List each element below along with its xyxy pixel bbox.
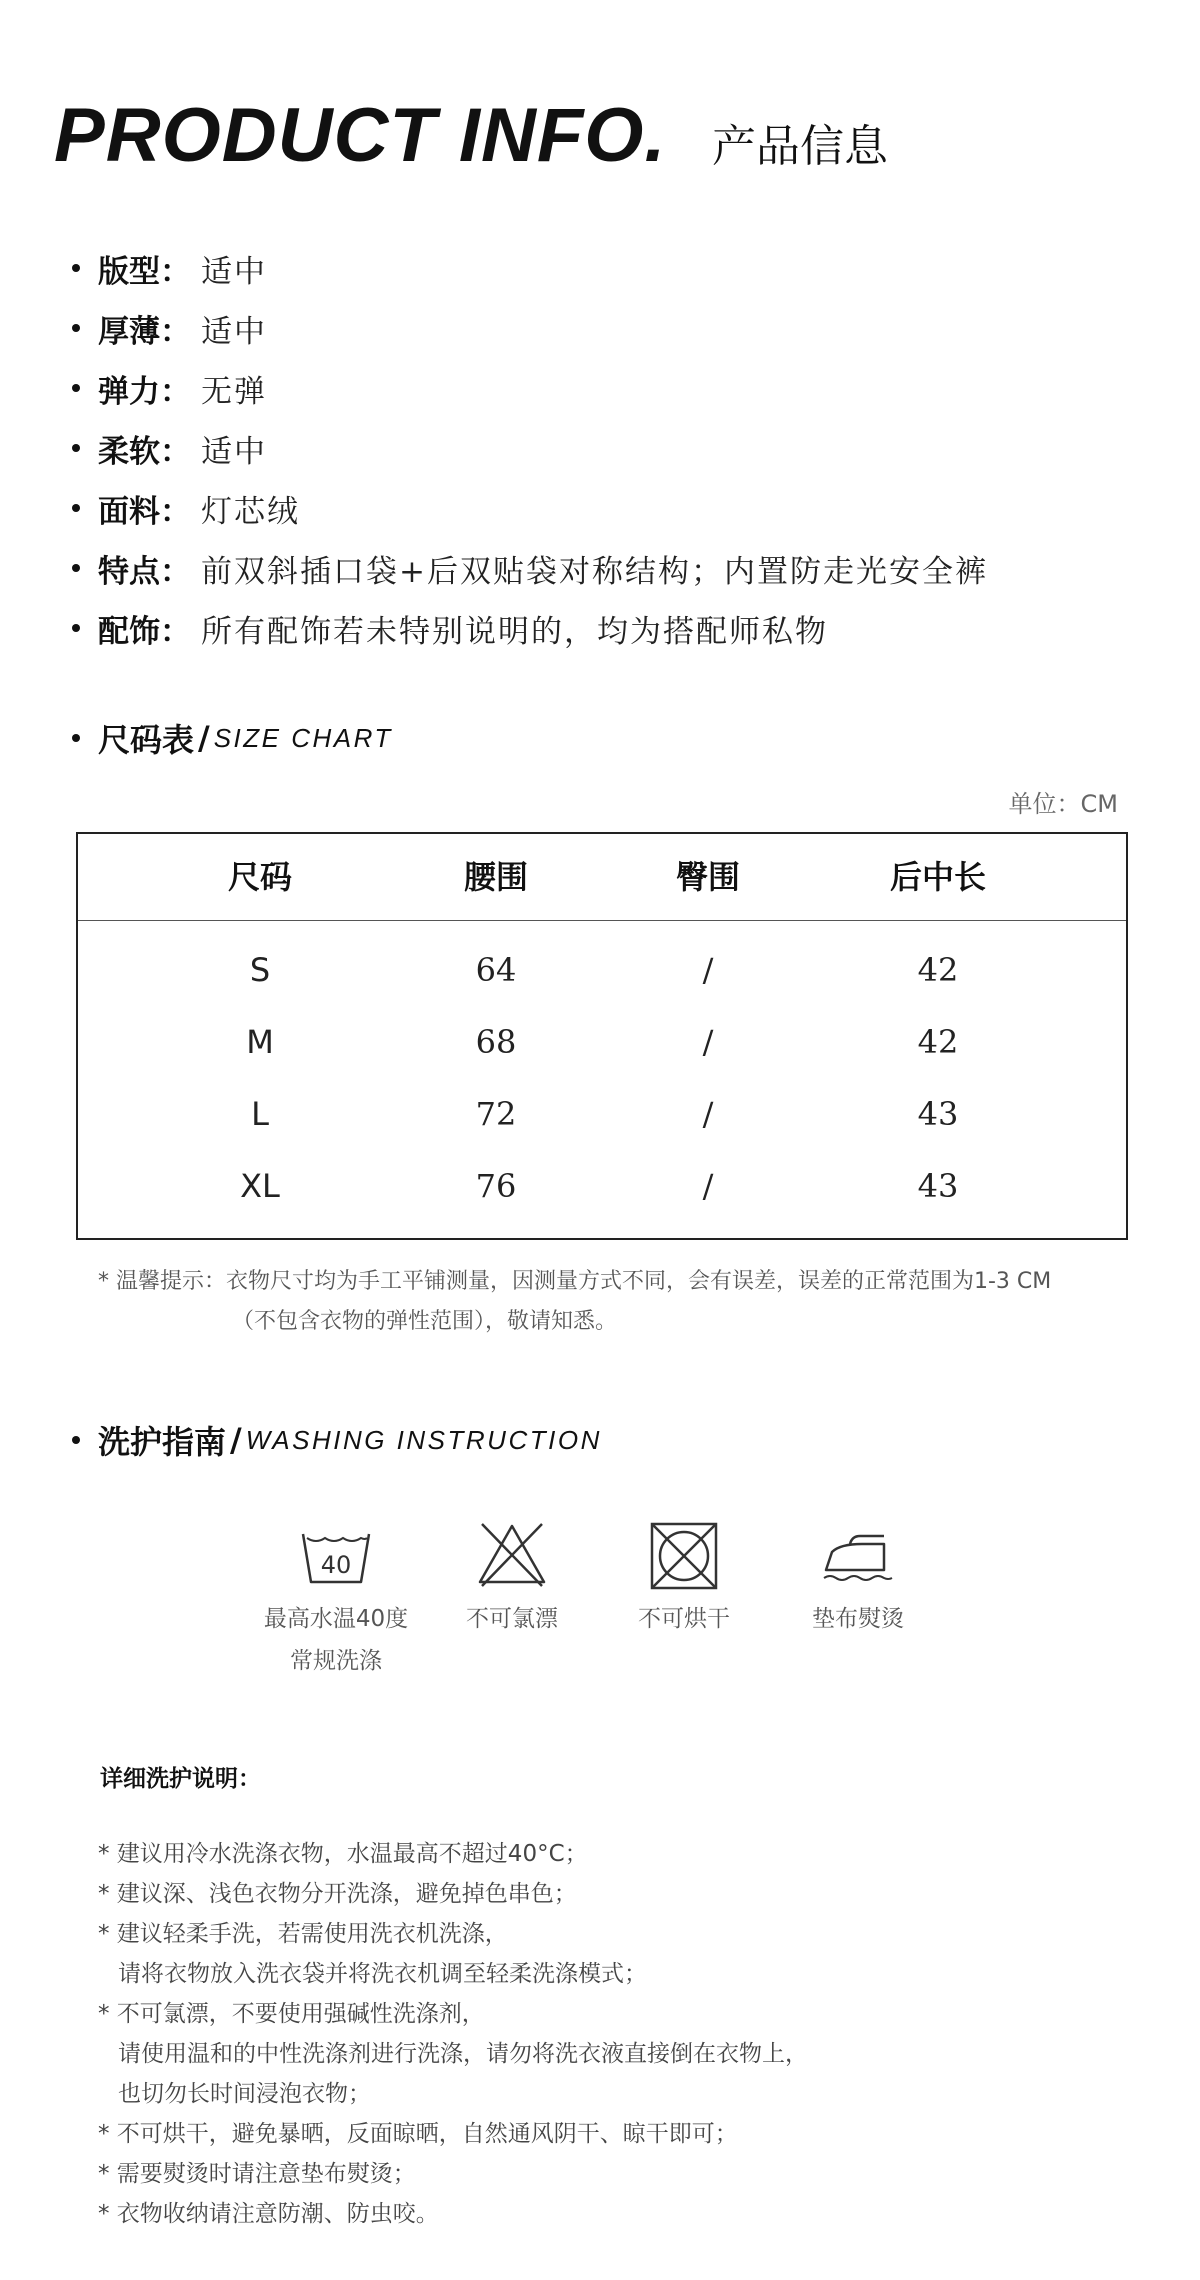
table-cell-waist: 72 [475,1095,517,1133]
washing-heading [72,1418,602,1462]
column-header-back-length: 后中长 [889,858,987,896]
table-row [78,1078,1126,1150]
list-item: * 不可烘干，避免暴晒，反面晾晒，自然通风阴干、晾干即可； [98,2121,738,2147]
info-separator: ： [160,493,191,530]
detail-care-title: 详细洗护说明： [100,1766,261,1792]
list-item: * 不可氯漂，不要使用强碱性洗涤剂， [98,2001,485,2027]
info-separator: ： [160,253,191,290]
info-value: 适中 [201,313,267,350]
list-item: 也切勿长时间浸泡衣物； [118,2081,371,2107]
iron-label: 垫布熨烫 [812,1606,904,1632]
info-separator: ： [160,553,191,590]
no-bleach-icon [476,1520,548,1592]
bullet-icon [72,444,80,452]
list-item: 请使用温和的中性洗涤剂进行洗涤，请勿将洗衣液直接倒在衣物上， [118,2041,808,2067]
page-title-cn: 产品信息 [712,121,888,172]
wash-label-line1: 最高水温40度 [263,1606,409,1632]
info-key: 配饰 [98,613,160,650]
unit-label: 单位：CM [1008,790,1118,818]
info-item-fit [72,238,988,298]
size-chart-heading-en: SIZE CHART [213,722,393,753]
info-item-elasticity [72,358,988,418]
table-row [78,1006,1126,1078]
info-value: 所有配饰若未特别说明的，均为搭配师私物 [201,613,828,650]
table-cell-hip: / [702,951,714,989]
table-cell-waist: 76 [475,1167,517,1205]
bullet-icon [72,384,80,392]
list-item: * 建议轻柔手洗，若需使用洗衣机洗涤， [98,1921,508,1947]
info-key: 柔软 [98,433,160,470]
table-cell-back-length: 43 [917,1095,959,1133]
wash-temperature: 40 [320,1551,352,1579]
info-value: 前双斜插口袋+后双贴袋对称结构；内置防走光安全裤 [201,553,988,590]
wash-label [264,1598,408,1682]
info-value: 适中 [201,433,267,470]
bullet-icon [72,264,80,272]
info-item-features [72,538,988,598]
table-cell-waist: 68 [475,1023,517,1061]
list-item: * 需要熨烫时请注意垫布熨烫； [98,2161,416,2187]
heading-slash: / [230,1421,242,1459]
table-cell-size: XL [240,1167,280,1205]
wash-40-icon [300,1520,372,1592]
table-cell-waist: 64 [475,951,517,989]
wash-label-line2: 常规洗涤 [290,1648,382,1674]
info-key: 版型 [98,253,160,290]
list-item: * 建议深、浅色衣物分开洗涤，避免掉色串色； [98,1881,577,1907]
bullet-icon [72,1436,80,1444]
info-key: 厚薄 [98,313,160,350]
info-key: 特点 [98,553,160,590]
heading-slash: / [198,719,210,757]
column-header-size: 尺码 [227,858,293,896]
info-key: 面料 [98,493,160,530]
product-info-list [72,238,988,658]
info-value: 适中 [201,253,267,290]
size-note-line1: * 温馨提示：衣物尺寸均为手工平铺测量，因测量方式不同，会有误差，误差的正常范围为1-3 CM [98,1269,1052,1294]
column-header-hip: 臀围 [675,858,741,896]
bullet-icon [72,504,80,512]
info-separator: ： [160,373,191,410]
no-bleach-label: 不可氯漂 [466,1606,558,1632]
bullet-icon [72,734,80,742]
info-item-thickness [72,298,988,358]
table-cell-size: S [249,951,271,989]
column-header-waist: 腰围 [463,858,529,896]
info-separator: ： [160,313,191,350]
table-cell-size: M [246,1023,274,1061]
washing-heading-cn: 洗护指南 [98,1423,227,1461]
table-cell-back-length: 42 [917,951,959,989]
no-tumble-dry-label: 不可烘干 [638,1606,730,1632]
bullet-icon [72,564,80,572]
size-note [98,1262,1051,1342]
info-separator: ： [160,613,191,650]
table-cell-size: L [251,1095,269,1133]
list-item: * 建议用冷水洗涤衣物，水温最高不超过40°C； [98,1841,588,1867]
size-note-line2: （不包含衣物的弹性范围），敬请知悉。 [232,1309,618,1334]
bullet-icon [72,324,80,332]
table-cell-back-length: 42 [917,1023,959,1061]
size-table [76,832,1128,1240]
table-row [78,934,1126,1006]
detail-care-list [98,1834,808,2234]
iron-with-cloth-icon [822,1520,894,1592]
bullet-icon [72,624,80,632]
list-item: * 衣物收纳请注意防潮、防虫咬。 [98,2201,439,2227]
info-item-accessories [72,598,988,658]
page-title-en: PRODUCT INFO. [54,93,667,178]
washing-heading-en: WASHING INSTRUCTION [245,1424,602,1455]
table-row [78,1150,1126,1222]
info-item-softness [72,418,988,478]
size-chart-heading [72,716,393,760]
info-separator: ： [160,433,191,470]
list-item: 请将衣物放入洗衣袋并将洗衣机调至轻柔洗涤模式； [118,1961,647,1987]
info-value: 灯芯绒 [201,493,300,530]
table-cell-hip: / [702,1023,714,1061]
info-item-fabric [72,478,988,538]
table-cell-back-length: 43 [917,1167,959,1205]
info-key: 弹力 [98,373,160,410]
size-chart-heading-cn: 尺码表 [98,721,195,759]
no-tumble-dry-icon [648,1520,720,1592]
info-value: 无弹 [201,373,267,410]
table-cell-hip: / [702,1095,714,1133]
table-cell-hip: / [702,1167,714,1205]
table-header [78,834,1126,921]
